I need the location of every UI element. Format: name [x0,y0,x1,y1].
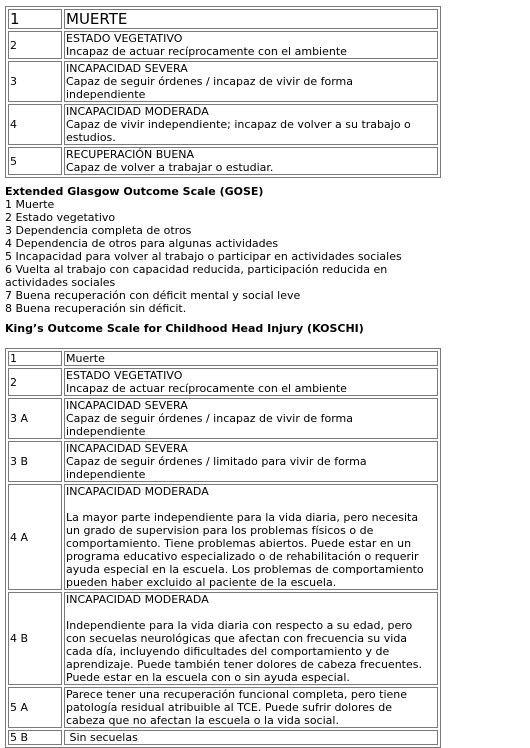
description-line: pueden haber excluido al paciente de la escuela. [66,576,337,589]
gos-row-number: 3 [8,61,62,102]
koschi-row-number: 1 [8,351,62,366]
description-line: Capaz de seguir órdenes / incapaz de vivir de forma [66,412,354,425]
koschi-row [8,398,438,439]
koschi-row [8,368,438,396]
gose-item: 5 Incapacidad para volver al trabajo o participar en actividades sociales [5,250,402,263]
description-line: Capaz de seguir órdenes / limitado para vivir de forma [66,455,367,468]
gos-row-number: 1 [8,9,62,29]
gos-row [8,147,438,175]
koschi-row [8,592,438,685]
koschi-row-description [64,368,438,396]
koschi-row-description [64,592,438,685]
description-line: independiente [66,425,146,438]
gose-item: 2 Estado vegetativo [5,211,116,224]
description-line: Capaz de vivir independiente; incapaz de volver a su trabajo o [66,118,411,131]
gos-row-description [64,61,438,102]
description-line: INCAPACIDAD SEVERA [66,62,188,75]
description-line: ESTADO VEGETATIVO [66,369,183,382]
koschi-row-number: 5 A [8,687,62,728]
description-line: Capaz de volver a trabajar o estudiar. [66,161,274,174]
blank-line [66,606,436,619]
description-line: con secuelas neurológicas que afectan con frecuencia su vida [66,632,408,645]
description-line: INCAPACIDAD MODERADA [66,105,209,118]
gose-item: 3 Dependencia completa de otros [5,224,192,237]
blank-line [66,498,436,511]
description-line: MUERTE [66,10,128,28]
description-line: independiente [66,88,146,101]
koschi-row-number: 4 B [8,592,62,685]
koschi-row-description [64,484,438,590]
document-page [5,6,441,748]
koschi-row [8,730,438,745]
description-line: independiente [66,468,146,481]
description-line: Incapaz de actuar recíprocamente con el ambiente [66,382,347,395]
gos-row [8,31,438,59]
gos-row-description [64,31,438,59]
koschi-row-description [64,687,438,728]
gose-item: 7 Buena recuperación con déficit mental y social leve [5,289,301,302]
gos-row-number: 5 [8,147,62,175]
description-line: ESTADO VEGETATIVO [66,32,183,45]
gos-row-number: 2 [8,31,62,59]
description-line: ayuda especial en la escuela. Los problemas de comportamiento [66,563,424,576]
koschi-row-description [64,351,438,366]
koschi-row-number: 3 B [8,441,62,482]
description-line: Muerte [66,352,105,365]
gos-row [8,104,438,145]
description-line: comportamiento. Tiene problemas abiertos. Puede estar en un [66,537,412,550]
description-line: un grado de supervision para los problemas físicos o de [66,524,374,537]
description-line: INCAPACIDAD MODERADA [66,593,209,606]
gose-list [5,198,441,315]
gose-item: 4 Dependencia de otros para algunas actividades [5,237,279,250]
description-line: cabeza que no afectan la escuela o la vida social. [66,714,339,727]
description-line: INCAPACIDAD SEVERA [66,399,188,412]
gos-row-description [64,9,438,29]
description-line: Sin secuelas [66,731,138,744]
description-line: Independiente para la vida diaria con respecto a su edad, pero [66,619,413,632]
koschi-row-number: 2 [8,368,62,396]
description-line: patología residual atribuible al TCE. Puede sufrir dolores de [66,701,392,714]
koschi-row-description [64,730,438,745]
koschi-row [8,351,438,366]
koschi-row-number: 5 B [8,730,62,745]
koschi-row [8,687,438,728]
description-line: programa educativo especializado o de rehabilitación o requerir [66,550,419,563]
description-line: RECUPERACIÓN BUENA [66,148,195,161]
koschi-title: King’s Outcome Scale for Childhood Head Injury (KOSCHI) [5,322,364,335]
description-line: cada día, incluyendo dificultades del comportamiento y de [66,645,390,658]
gose-title: Extended Glasgow Outcome Scale (GOSE) [5,185,264,198]
description-line: INCAPACIDAD MODERADA [66,485,209,498]
description-line: aprendizaje. Puede también tener dolores de cabeza frecuentes. [66,658,422,671]
koschi-table-body [8,351,438,745]
description-line: INCAPACIDAD SEVERA [66,442,188,455]
koschi-row-number: 3 A [8,398,62,439]
description-line: Incapaz de actuar recíprocamente con el ambiente [66,45,347,58]
gos-row [8,9,438,29]
gos-row-description [64,147,438,175]
gos-row-description [64,104,438,145]
description-line: Parece tener una recuperación funcional completa, pero tiene [66,688,408,701]
description-line: estudios. [66,131,116,144]
gos-table [5,6,441,178]
koschi-row [8,484,438,590]
gose-item: 8 Buena recuperación sin déficit. [5,302,187,315]
description-line: Capaz de seguir órdenes / incapaz de vivir de forma [66,75,354,88]
gose-item: 6 Vuelta al trabajo con capacidad reducida, participación reducida en actividades sociales [5,263,388,289]
koschi-row [8,441,438,482]
description-line: Puede estar en la escuela con o sin ayuda especial. [66,671,350,684]
gos-row [8,61,438,102]
koschi-row-description [64,398,438,439]
koschi-row-number: 4 A [8,484,62,590]
koschi-row-description [64,441,438,482]
koschi-table [5,348,441,748]
gos-table-body [8,9,438,175]
description-line: La mayor parte independiente para la vida diaria, pero necesita [66,511,419,524]
gose-item: 1 Muerte [5,198,55,211]
gos-row-number: 4 [8,104,62,145]
